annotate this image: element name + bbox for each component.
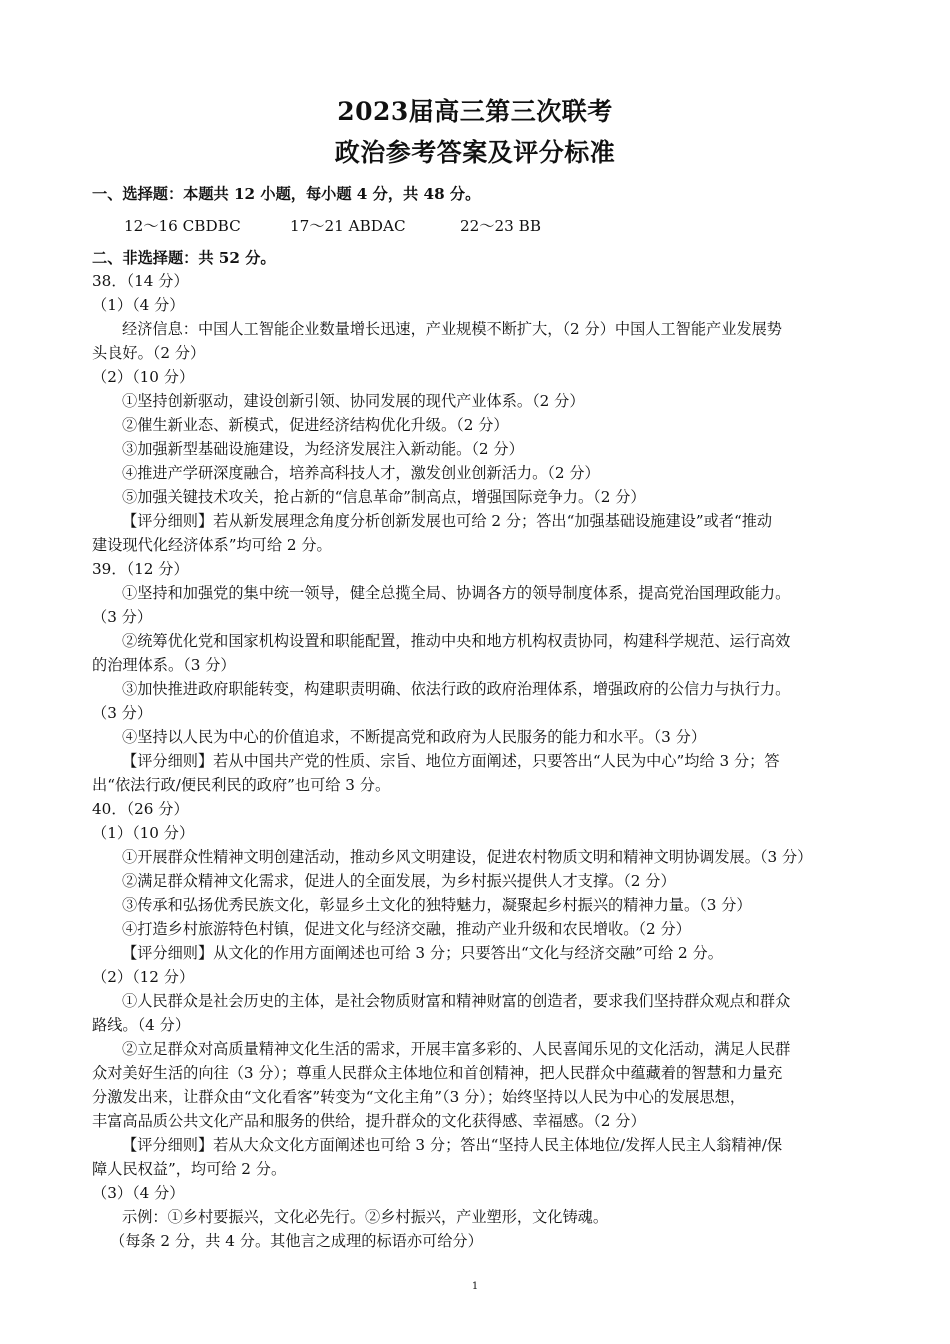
answer-point: ①开展群众性精神文明创建活动，推动乡风文明建设，促进农村物质文明和精神文明协调发展。（3 分） bbox=[122, 848, 813, 866]
sub-question-header: （1）（4 分） bbox=[92, 296, 185, 314]
answer-line: 经济信息：中国人工智能企业数量增长迅速，产业规模不断扩大，（2 分）中国人工智能产业发展势 bbox=[122, 320, 782, 338]
mc-answers-17-21: 17～21 ABDAC bbox=[290, 217, 406, 235]
section-1-heading: 一、选择题：本题共 12 小题，每小题 4 分，共 48 分。 bbox=[92, 185, 481, 203]
answer-point: 的治理体系。（3 分） bbox=[92, 656, 236, 674]
answer-point: 路线。（4 分） bbox=[92, 1016, 191, 1034]
scoring-rule: 出“依法行政/便民利民的政府”也可给 3 分。 bbox=[92, 776, 391, 794]
mc-answers-22-23: 22～23 BB bbox=[460, 217, 541, 235]
mc-answers-12-16: 12～16 CBDBC bbox=[124, 217, 241, 235]
scoring-rule: 【评分细则】若从新发展理念角度分析创新发展也可给 2 分；答出“加强基础设施建设”或者“推动 bbox=[122, 512, 773, 530]
sub-question-header: （1）（10 分） bbox=[92, 824, 195, 842]
scoring-rule: 【评分细则】若从中国共产党的性质、宗旨、地位方面阐述，只要答出“人民为中心”均给 3 分；答 bbox=[122, 752, 780, 770]
question-39-header: 39．（12 分） bbox=[92, 560, 189, 578]
answer-point: ②统筹优化党和国家机构设置和职能配置，推动中央和地方机构权责协同，构建科学规范、运行高效 bbox=[122, 632, 791, 650]
question-38-header: 38．（14 分） bbox=[92, 272, 189, 290]
answer-point: ①坚持和加强党的集中统一领导，健全总揽全局、协调各方的领导制度体系，提高党治国理政能力。 bbox=[122, 584, 791, 602]
answer-point: ⑤加强关键技术攻关，抢占新的“信息革命”制高点，增强国际竞争力。（2 分） bbox=[122, 488, 646, 506]
sub-question-header: （3）（4 分） bbox=[92, 1184, 185, 1202]
answer-point: 众对美好生活的向往（3 分）；尊重人民群众主体地位和首创精神，把人民群众中蕴藏着的智慧和力量充 bbox=[92, 1064, 783, 1082]
page-number: 1 bbox=[471, 1281, 479, 1292]
sub-question-header: （2）（10 分） bbox=[92, 368, 195, 386]
scoring-rule: 【评分细则】从文化的作用方面阐述也可给 3 分；只要答出“文化与经济交融”可给 2 分。 bbox=[122, 944, 723, 962]
sub-question-header: （2）（12 分） bbox=[92, 968, 195, 986]
answer-point: 分激发出来，让群众由“文化看客”转变为“文化主角”（3 分）；始终坚持以人民为中心的发展思想， bbox=[92, 1088, 746, 1106]
answer-point: ③加快推进政府职能转变，构建职责明确、依法行政的政府治理体系，增强政府的公信力与执行力。 bbox=[122, 680, 791, 698]
answer-point: 丰富高品质公共文化产品和服务的供给，提升群众的文化获得感、幸福感。（2 分） bbox=[92, 1112, 646, 1130]
answer-point: ④打造乡村旅游特色村镇，促进文化与经济交融，推动产业升级和农民增收。（2 分） bbox=[122, 920, 691, 938]
answer-point: （3 分） bbox=[92, 608, 153, 626]
answer-point: ④推进产学研深度融合，培养高科技人才，激发创业创新活力。（2 分） bbox=[122, 464, 600, 482]
answer-point: ③加强新型基础设施建设，为经济发展注入新动能。（2 分） bbox=[122, 440, 524, 458]
answer-point: ②满足群众精神文化需求，促进人的全面发展，为乡村振兴提供人才支撑。（2 分） bbox=[122, 872, 676, 890]
answer-point: ②催生新业态、新模式，促进经济结构优化升级。（2 分） bbox=[122, 416, 509, 434]
scoring-rule: 障人民权益”，均可给 2 分。 bbox=[92, 1160, 287, 1178]
answer-line: 头良好。（2 分） bbox=[92, 344, 206, 362]
answer-point: ①人民群众是社会历史的主体，是社会物质财富和精神财富的创造者，要求我们坚持群众观点和群众 bbox=[122, 992, 791, 1010]
answer-point: ②立足群众对高质量精神文化生活的需求，开展丰富多彩的、人民喜闻乐见的文化活动，满足人民群 bbox=[122, 1040, 791, 1058]
question-40-header: 40．（26 分） bbox=[92, 800, 189, 818]
answer-example: 示例：①乡村要振兴，文化必先行。②乡村振兴，产业塑形，文化铸魂。 bbox=[122, 1208, 608, 1226]
answer-point: ①坚持创新驱动，建设创新引领、协同发展的现代产业体系。（2 分） bbox=[122, 392, 585, 410]
answer-point: ③传承和弘扬优秀民族文化，彰显乡土文化的独特魅力，凝聚起乡村振兴的精神力量。（3 分） bbox=[122, 896, 752, 914]
page-title: 2023届高三第三次联考 bbox=[337, 97, 613, 126]
scoring-rule: 建设现代化经济体系”均可给 2 分。 bbox=[92, 536, 332, 554]
answer-point: （3 分） bbox=[92, 704, 153, 722]
section-2-heading: 二、非选择题：共 52 分。 bbox=[92, 249, 276, 267]
scoring-note: （每条 2 分，共 4 分。其他言之成理的标语亦可给分） bbox=[110, 1232, 483, 1250]
answer-point: ④坚持以人民为中心的价值追求，不断提高党和政府为人民服务的能力和水平。（3 分） bbox=[122, 728, 707, 746]
page-subtitle: 政治参考答案及评分标准 bbox=[334, 138, 616, 167]
scoring-rule: 【评分细则】若从大众文化方面阐述也可给 3 分；答出“坚持人民主体地位/发挥人民主人翁精神/保 bbox=[122, 1136, 783, 1154]
